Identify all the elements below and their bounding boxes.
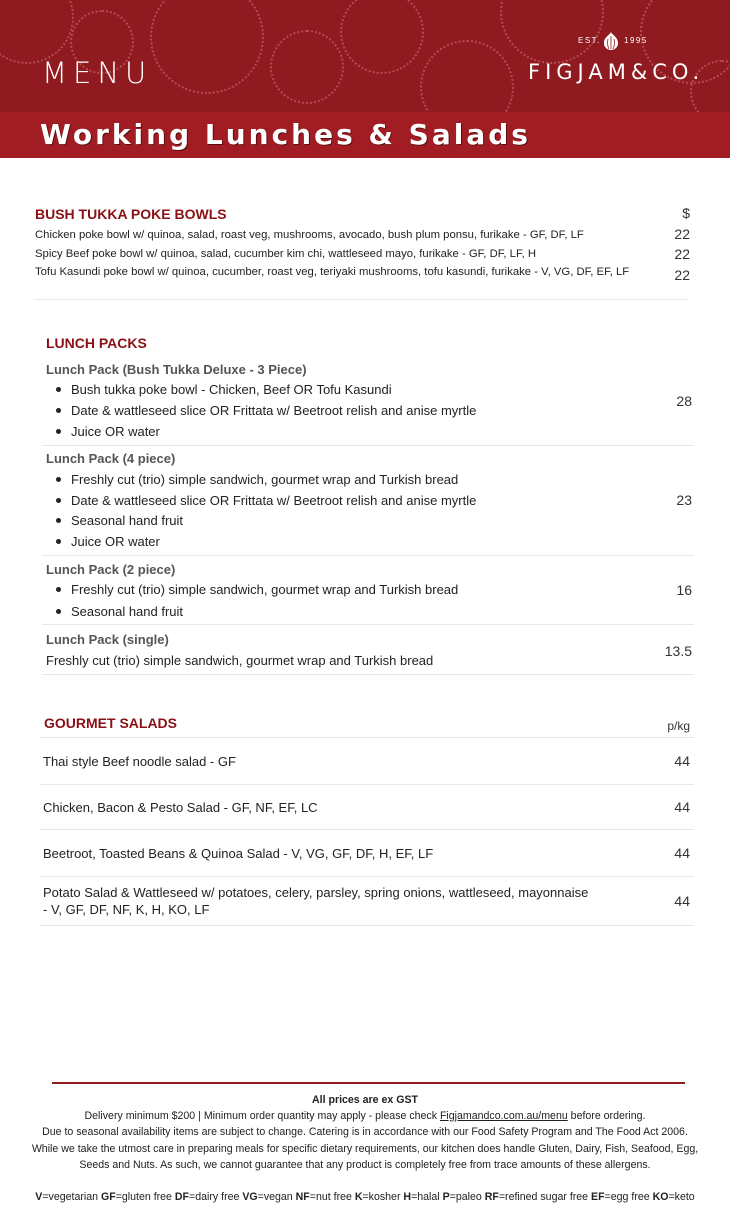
lunch-pack-title: Lunch Pack (single)	[46, 632, 169, 647]
lunch-pack-item: Freshly cut (trio) simple sandwich, gourmet wrap and Turkish bread	[71, 582, 459, 597]
divider	[35, 299, 688, 300]
divider	[42, 624, 694, 625]
delivery-note-text-end: before ordering.	[567, 1110, 646, 1122]
legend-code: VG	[242, 1191, 258, 1203]
lunch-pack-item: Seasonal hand fruit	[71, 604, 184, 619]
poke-item-price: 22	[674, 226, 690, 242]
poke-item-desc: Spicy Beef poke bowl w/ quinoa, salad, cucumber kim chi, wattleseed mayo, furikake - GF, DF, LF, H	[35, 248, 537, 260]
salad-item-price: 44	[674, 893, 690, 909]
lunch-pack-item: Juice OR water	[71, 534, 160, 549]
bullet-dot	[56, 587, 61, 592]
bullet-dot	[56, 408, 61, 413]
lunch-pack-title: Lunch Pack (2 piece)	[46, 562, 176, 577]
bullet-dot	[56, 609, 61, 614]
logo-year-text: 1995	[624, 36, 648, 45]
divider	[40, 737, 694, 738]
legend-code: P	[442, 1191, 450, 1203]
brand-logo: FIGJAM&CO.	[528, 60, 705, 84]
lunch-pack-title: Lunch Pack (Bush Tukka Deluxe - 3 Piece)	[46, 362, 307, 377]
poke-item-desc: Chicken poke bowl w/ quinoa, salad, roast veg, mushrooms, avocado, bush plum ponsu, furikake - GF, DF, LF	[35, 229, 584, 241]
bullet-dot	[56, 539, 61, 544]
delivery-note-text: Delivery minimum $200 | Minimum order quantity may apply - please check	[84, 1110, 440, 1122]
divider	[40, 784, 694, 785]
poke-item-price: 22	[674, 267, 690, 283]
legend-meaning: =gluten free	[115, 1191, 175, 1203]
allergen-note-2: Seeds and Nuts. As such, we cannot guarantee that any product is completely free from trace amounts of these allergens.	[79, 1159, 651, 1171]
price-unit-label: p/kg	[667, 719, 690, 733]
salad-item-price: 44	[674, 845, 690, 861]
lunch-pack-price: 13.5	[664, 643, 692, 659]
salad-item-desc: Beetroot, Toasted Beans & Quinoa Salad - V, VG, GF, DF, H, EF, LF	[43, 846, 434, 861]
legend-meaning: =vegan	[257, 1191, 296, 1203]
divider	[40, 876, 694, 877]
lunch-pack-desc: Freshly cut (trio) simple sandwich, gourmet wrap and Turkish bread	[46, 653, 434, 668]
lunch-pack-price: 28	[676, 393, 692, 409]
legend-meaning: =egg free	[604, 1191, 653, 1203]
poke-section-title: BUSH TUKKA POKE BOWLS	[35, 206, 227, 222]
allergen-note-1: While we take the utmost care in preparing meals for specific dietary requirements, our kitchen does handle Gluten, Dairy, Fish, Seafood, Egg,	[31, 1143, 699, 1155]
bullet-dot	[56, 498, 61, 503]
divider	[40, 925, 694, 926]
lunch-pack-item: Bush tukka poke bowl - Chicken, Beef OR Tofu Kasundi	[71, 382, 392, 397]
lunch-pack-item: Date & wattleseed slice OR Frittata w/ Beetroot relish and anise myrtle	[71, 493, 477, 508]
legend-code: EF	[591, 1191, 605, 1203]
legend-code: GF	[100, 1191, 116, 1203]
salad-item-desc: Thai style Beef noodle salad - GF	[43, 754, 236, 769]
salads-section-title: GOURMET SALADS	[44, 715, 177, 731]
legend-meaning: =keto	[668, 1191, 695, 1203]
lunch-pack-price: 23	[676, 492, 692, 508]
legend-code: DF	[174, 1191, 190, 1203]
legend-meaning: =paleo	[449, 1191, 485, 1203]
bullet-dot	[56, 477, 61, 482]
menu-heading: MENU	[42, 56, 153, 90]
divider	[42, 445, 694, 446]
gst-note: All prices are ex GST	[312, 1094, 418, 1106]
legend-meaning: =refined sugar free	[498, 1191, 592, 1203]
logo-est-text: EST.	[578, 36, 601, 45]
poke-item-desc: Tofu Kasundi poke bowl w/ quinoa, cucumber, roast veg, teriyaki mushrooms, tofu kasundi, furikake - V, VG, DF, EF, LF	[35, 266, 630, 278]
salad-item-price: 44	[674, 799, 690, 815]
bullet-dot	[56, 387, 61, 392]
legend-code: RF	[484, 1191, 499, 1203]
legend-meaning: =dairy free	[189, 1191, 243, 1203]
divider	[42, 674, 694, 675]
legend-code: V	[35, 1191, 43, 1203]
legend-meaning: =vegetarian	[42, 1191, 101, 1203]
currency-label: $	[682, 205, 690, 221]
lunch-section-title: LUNCH PACKS	[46, 335, 147, 351]
legend-code: KO	[652, 1191, 669, 1203]
legend-code: K	[354, 1191, 363, 1203]
seasonal-note: Due to seasonal availability items are subject to change. Catering is in accordance with our Food Safety Program and The Food Act 2006.	[42, 1126, 688, 1138]
legend-meaning: =halal	[411, 1191, 443, 1203]
lunch-pack-item: Seasonal hand fruit	[71, 513, 184, 528]
salad-item-desc: Chicken, Bacon & Pesto Salad - GF, NF, EF, LC	[43, 800, 318, 815]
dietary-legend	[0, 1191, 730, 1203]
bullet-dot	[56, 518, 61, 523]
header-banner	[0, 0, 730, 158]
lunch-pack-title: Lunch Pack (4 piece)	[46, 451, 176, 466]
legend-meaning: =nut free	[309, 1191, 355, 1203]
legend-code: NF	[295, 1191, 310, 1203]
bullet-dot	[56, 429, 61, 434]
salad-item-desc: Potato Salad & Wattleseed w/ potatoes, celery, parsley, spring onions, wattleseed, mayonnaise	[43, 885, 589, 900]
legend-code: H	[403, 1191, 412, 1203]
legend-meaning: =kosher	[362, 1191, 404, 1203]
salad-item-tags: - V, GF, DF, NF, K, H, KO, LF	[43, 902, 210, 917]
divider	[42, 555, 694, 556]
lunch-pack-item: Freshly cut (trio) simple sandwich, gourmet wrap and Turkish bread	[71, 472, 459, 487]
garlic-logo-icon	[600, 30, 622, 57]
lunch-pack-item: Date & wattleseed slice OR Frittata w/ Beetroot relish and anise myrtle	[71, 403, 477, 418]
lunch-pack-price: 16	[676, 582, 692, 598]
menu-link[interactable]: Figjamandco.com.au/menu	[439, 1110, 568, 1122]
section-title: Working Lunches & Salads	[40, 118, 531, 151]
footer-rule	[52, 1082, 685, 1084]
salad-item-price: 44	[674, 753, 690, 769]
delivery-note	[0, 1110, 730, 1122]
poke-item-price: 22	[674, 246, 690, 262]
lunch-pack-item: Juice OR water	[71, 424, 160, 439]
divider	[40, 829, 694, 830]
